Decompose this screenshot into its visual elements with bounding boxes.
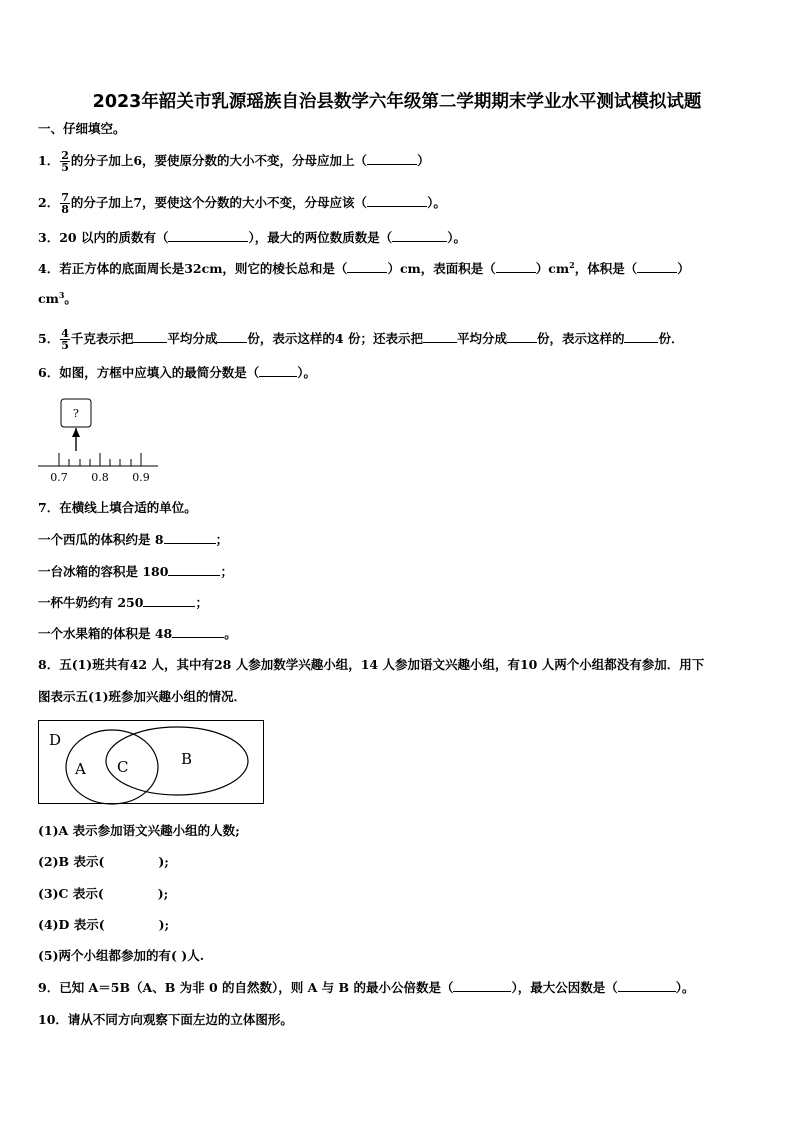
answer-blank[interactable]: [392, 229, 447, 242]
answer-blank[interactable]: [143, 594, 195, 607]
tick-label: 0.8: [91, 471, 109, 484]
answer-blank[interactable]: [168, 229, 248, 242]
answer-blank[interactable]: [347, 260, 387, 273]
q8-part-5: (5)两个小组都参加的有( )人.: [38, 948, 205, 963]
answer-blank[interactable]: [168, 563, 220, 576]
q7-item: 一个西瓜的体积约是 8 ；: [38, 532, 229, 547]
fraction: $\frac{4}{5}$: [61, 327, 69, 352]
answer-blank[interactable]: [259, 364, 297, 377]
label-a: A: [75, 760, 86, 778]
section-heading: 一、仔细填空。: [38, 121, 126, 136]
answer-blank[interactable]: [507, 330, 537, 343]
box-question-mark: ?: [73, 407, 79, 420]
label-c: C: [117, 758, 129, 776]
question-8-cont: 图表示五(1)班参加兴趣小组的情况．: [38, 689, 247, 704]
answer-blank[interactable]: [618, 979, 676, 992]
question-1: 1． $\frac{2}{5}$ 的分子加上6，要使原分数的大小不变，分母应加上（ ）: [38, 149, 430, 174]
label-b: B: [181, 750, 193, 768]
fraction: $\frac{2}{5}$: [61, 149, 69, 174]
tick-label: 0.9: [132, 471, 150, 484]
q8-part-2: (2)B 表示( );: [38, 854, 169, 869]
question-7: 7．在横线上填合适的单位。: [38, 500, 197, 515]
question-5: 5． $\frac{4}{5}$ 千克表示把 平均分成 份，表示这样的4 份；还表示把 平均分成 份，表示这样的 份．: [38, 327, 684, 352]
q8-part-3: (3)C 表示( );: [38, 886, 169, 901]
answer-blank[interactable]: [217, 330, 247, 343]
question-3: 3．20 以内的质数有（ ），最大的两位数质数是（ ）。: [38, 230, 466, 245]
universal-set-box: [39, 721, 264, 804]
question-4-cont: $cm^3$。: [38, 289, 77, 306]
q7-item: 一台冰箱的容积是 180 ；: [38, 564, 233, 579]
tick-marks: [59, 453, 141, 466]
q7-item: 一个水果箱的体积是 48 。: [38, 626, 237, 641]
number-line-figure: [30, 392, 170, 488]
answer-blank[interactable]: [453, 979, 511, 992]
answer-blank[interactable]: [164, 531, 216, 544]
answer-blank[interactable]: [172, 625, 224, 638]
answer-blank[interactable]: [423, 330, 457, 343]
answer-blank[interactable]: [624, 330, 658, 343]
fraction: $\frac{7}{8}$: [61, 191, 69, 216]
q8-part-4: (4)D 表示( );: [38, 917, 170, 932]
q8-part-1: (1)A 表示参加语文兴趣小组的人数;: [38, 823, 240, 838]
question-4: 4．若正方体的底面周长是32cm，则它的棱长总和是（ ）cm，表面积是（ ）$cm^2$，体积是（ ）: [38, 259, 690, 276]
question-9: 9．已知 A＝5B（A、B 为非 0 的自然数），则 A 与 B 的最小公倍数是（ ），最大公因数是（ ）。: [38, 980, 695, 995]
answer-blank[interactable]: [367, 194, 427, 207]
venn-diagram: [38, 720, 266, 806]
question-10: 10．请从不同方向观察下面左边的立体图形。: [38, 1012, 293, 1027]
q7-item: 一杯牛奶约有 250 ；: [38, 595, 208, 610]
answer-blank[interactable]: [637, 260, 677, 273]
page-title: 2023年韶关市乳源瑶族自治县数学六年级第二学期期末学业水平测试模拟试题: [92, 92, 702, 112]
arrow-head-icon: [72, 428, 80, 437]
answer-blank[interactable]: [133, 330, 167, 343]
answer-blank[interactable]: [367, 152, 417, 165]
question-2: 2． $\frac{7}{8}$ 的分子加上7，要使这个分数的大小不变，分母应该（ ）。: [38, 191, 446, 216]
question-8: 8．五(1)班共有42 人，其中有28 人参加数学兴趣小组，14 人参加语文兴趣小组，有10 人两个小组都没有参加．用下: [38, 657, 705, 672]
tick-label: 0.7: [50, 471, 68, 484]
question-6: 6．如图，方框中应填入的最简分数是（ ）。: [38, 365, 316, 380]
label-d: D: [49, 731, 62, 749]
answer-blank[interactable]: [496, 260, 536, 273]
